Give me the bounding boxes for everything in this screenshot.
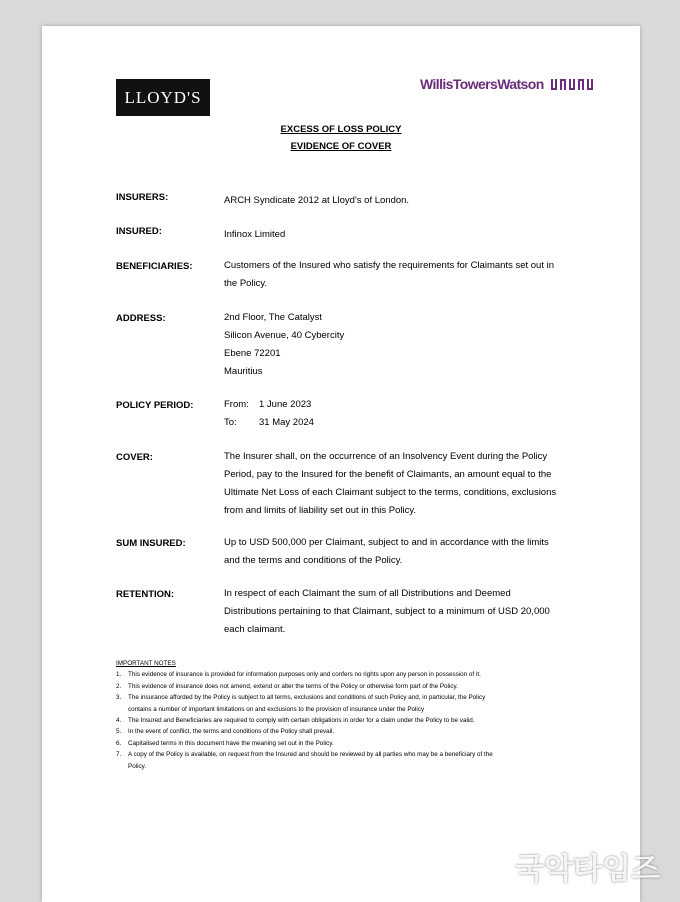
cover-line: from and limits of liability set out in this Policy. bbox=[224, 505, 417, 516]
policy-period-value bbox=[224, 396, 586, 432]
cover-line: Period, pay to the Insured for the benefit of Claimants, an amount equal to the bbox=[224, 469, 552, 480]
period-to-label: To: bbox=[224, 417, 237, 428]
note-line: In the event of conflict, the terms and conditions of the Policy shall prevail. bbox=[128, 728, 335, 736]
note-text bbox=[128, 715, 475, 726]
willis-towers-watson-logo bbox=[420, 76, 593, 92]
note-number: 1. bbox=[116, 671, 122, 679]
address-line: 2nd Floor, The Catalyst bbox=[224, 312, 323, 323]
note-number: 4. bbox=[116, 717, 122, 725]
note-line: This evidence of insurance is provided for information purposes only and confers no rights upon any person in possession of it. bbox=[128, 671, 481, 679]
note-text bbox=[128, 669, 481, 680]
note-line: Capitalised terms in this document have the meaning set out in the Policy. bbox=[128, 739, 334, 747]
beneficiaries-value bbox=[224, 257, 586, 293]
note-number: 5. bbox=[116, 728, 122, 736]
watermark: 국악타임즈 bbox=[515, 852, 660, 887]
retention-line: In respect of each Claimant the sum of all Distributions and Deemed bbox=[224, 588, 511, 599]
retention-value bbox=[224, 585, 586, 639]
note-number: 3. bbox=[116, 694, 122, 702]
beneficiaries-line: the Policy. bbox=[224, 278, 268, 289]
insurers-label: INSURERS: bbox=[116, 192, 169, 203]
note-item bbox=[116, 749, 576, 772]
cover-value bbox=[224, 448, 586, 520]
address-line: Mauritius bbox=[224, 366, 263, 377]
address-value bbox=[224, 309, 586, 381]
note-line: A copy of the Policy is available, on request from the Insured and should be reviewed by all parties who may be a beneficiary of the bbox=[128, 751, 493, 759]
period-from bbox=[224, 396, 586, 414]
wtw-mark-icon bbox=[551, 77, 593, 92]
note-number: 7. bbox=[116, 751, 122, 759]
address-label: ADDRESS: bbox=[116, 313, 166, 324]
beneficiaries-label: BENEFICIARIES: bbox=[116, 261, 193, 272]
note-line: The insurance afforded by the Policy is subject to all terms, exclusions and conditions of such Policy and, in particular, the Policy bbox=[128, 694, 486, 702]
note-line: The Insured and Beneficiaries are required to comply with certain obligations in order for a claim under the Policy to be valid. bbox=[128, 717, 475, 725]
note-item bbox=[116, 669, 576, 680]
period-to-date: 31 May 2024 bbox=[259, 417, 314, 428]
policy-title: EXCESS OF LOSS POLICY bbox=[280, 124, 402, 135]
note-item bbox=[116, 715, 576, 726]
note-text bbox=[128, 726, 334, 737]
note-line: contains a number of important limitations on and exclusions to the provision of insurance under the Policy bbox=[128, 705, 425, 713]
insured-label: INSURED: bbox=[116, 226, 162, 237]
note-text bbox=[128, 749, 493, 772]
address-line: Ebene 72201 bbox=[224, 348, 281, 359]
note-item bbox=[116, 726, 576, 737]
note-item bbox=[116, 681, 576, 692]
beneficiaries-line: Customers of the Insured who satisfy the requirements for Claimants set out in bbox=[224, 260, 555, 271]
period-from-date: 1 June 2023 bbox=[259, 399, 312, 410]
sum-insured-line: Up to USD 500,000 per Claimant, subject to and in accordance with the limits bbox=[224, 537, 549, 548]
insured-value: Infinox Limited bbox=[224, 229, 286, 240]
retention-line: Distributions pertaining to that Claimant, subject to a minimum of USD 20,000 bbox=[224, 606, 550, 617]
lloyds-logo bbox=[116, 79, 210, 116]
cover-label: COVER: bbox=[116, 452, 153, 463]
cover-line: The Insurer shall, on the occurrence of an Insolvency Event during the Policy bbox=[224, 451, 548, 462]
sum-insured-label: SUM INSURED: bbox=[116, 538, 186, 549]
retention-label: RETENTION: bbox=[116, 589, 175, 600]
wtw-logo-text: WillisTowersWatson bbox=[420, 76, 544, 92]
note-item bbox=[116, 692, 576, 715]
note-text bbox=[128, 738, 334, 749]
note-text bbox=[128, 692, 485, 715]
note-text bbox=[128, 681, 458, 692]
period-from-label: From: bbox=[224, 399, 249, 410]
cover-line: Ultimate Net Loss of each Claimant subject to the terms, conditions, exclusions bbox=[224, 487, 557, 498]
note-number: 6. bbox=[116, 739, 122, 747]
lloyds-logo-text: LLOYD'S bbox=[124, 87, 202, 107]
insurers-value: ARCH Syndicate 2012 at Lloyd's of London. bbox=[224, 195, 410, 206]
important-notes bbox=[116, 658, 576, 772]
note-item bbox=[116, 738, 576, 749]
note-line: This evidence of insurance does not amend, extend or alter the terms of the Policy or otherwise form part of the Policy. bbox=[128, 682, 458, 690]
note-number: 2. bbox=[116, 682, 122, 690]
period-to bbox=[224, 414, 586, 432]
policy-subtitle: EVIDENCE OF COVER bbox=[290, 141, 392, 152]
notes-heading: IMPORTANT NOTES bbox=[116, 660, 176, 667]
sum-insured-value bbox=[224, 534, 586, 570]
document-page bbox=[42, 26, 640, 902]
address-line: Silicon Avenue, 40 Cybercity bbox=[224, 330, 345, 341]
note-line: Policy. bbox=[128, 762, 147, 770]
retention-line: each claimant. bbox=[224, 624, 286, 635]
sum-insured-line: and the terms and conditions of the Policy. bbox=[224, 555, 403, 566]
policy-period-label: POLICY PERIOD: bbox=[116, 400, 194, 411]
